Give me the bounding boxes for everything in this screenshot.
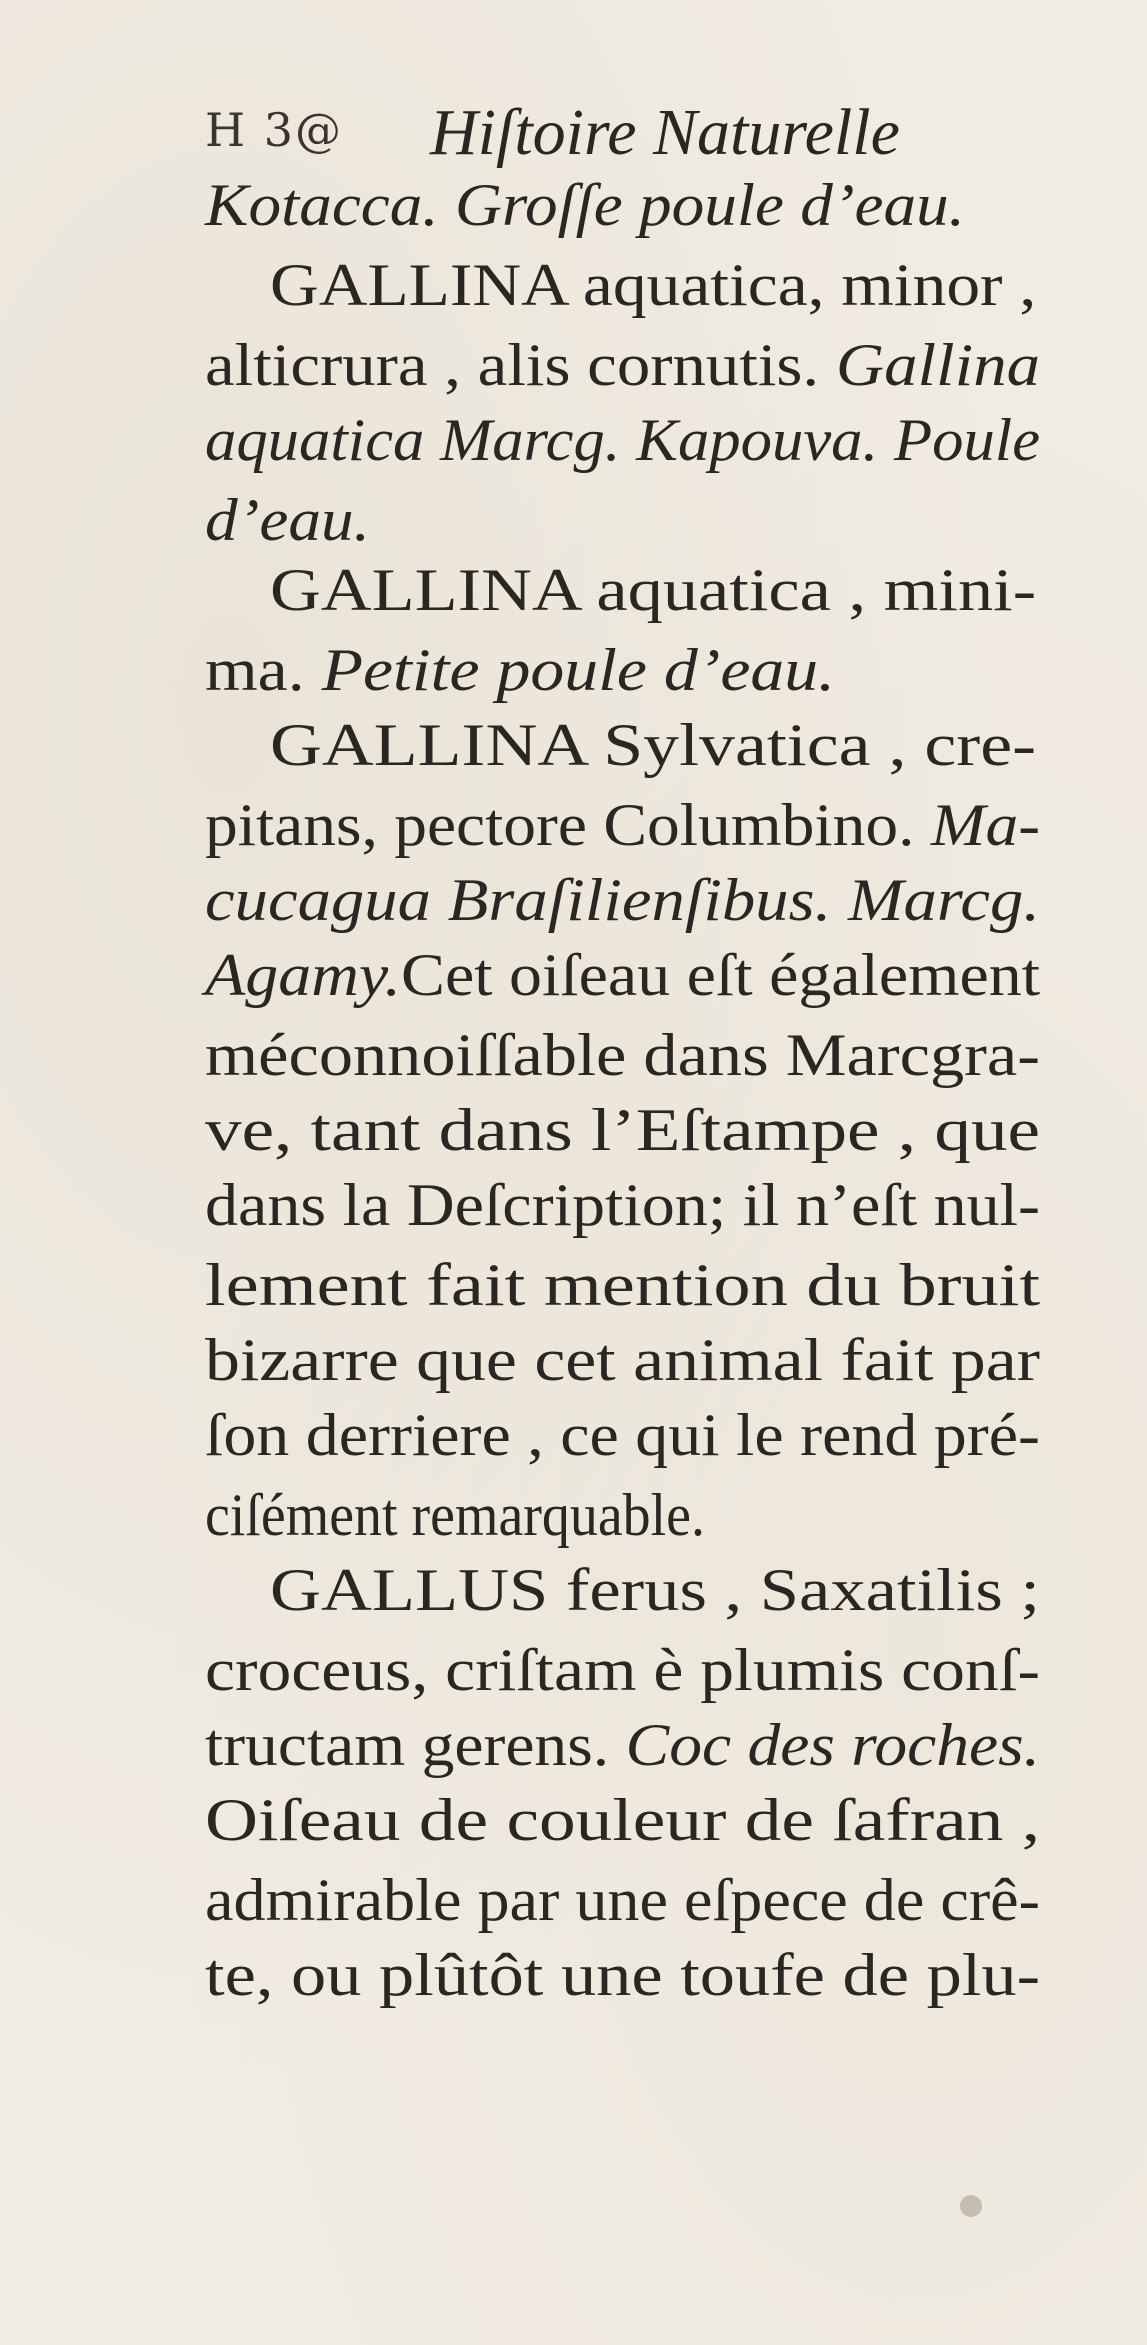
roman-text: ma. [205,637,322,703]
running-title: Hiſtoire Naturelle [430,96,900,169]
italic-text: Coc des roches. [625,1712,1040,1778]
roman-text: dans la Deſcription; il n’eſt nul- [205,1172,1041,1238]
roman-text: GALLINA aquatica, minor , [270,252,1037,318]
text-line [205,1402,1040,1468]
roman-text: GALLINA Sylvatica , cre- [270,712,1037,778]
page-header [205,95,1025,175]
text-line [205,1482,705,1548]
roman-text: bizarre que cet animal fait par [205,1327,1041,1393]
text-line [205,867,1041,933]
text-line [205,1252,1041,1318]
paper-stain [960,2195,982,2217]
roman-text: Oiſeau de couleur de ſafran , [205,1787,1041,1853]
text-line [205,332,1041,398]
text-line [205,637,836,703]
italic-text: cucagua Braſilienſibus. Marcg. [205,867,1041,933]
text-line [205,1942,1041,2008]
page-number: H 3@ [205,103,344,157]
italic-text: Agamy. [205,942,401,1008]
text-line [205,1712,1040,1778]
italic-text: Kotacca. Groſſe poule d’eau. [205,172,965,238]
text-line [205,1022,1041,1088]
roman-text: admirable par une eſpece de crê- [205,1867,1040,1933]
roman-text: pitans, pectore Columbino. [205,792,931,858]
roman-text: ciſément remarquable. [205,1482,705,1548]
text-line [270,252,1037,318]
roman-text: Cet oiſeau eſt également [400,942,1041,1008]
roman-text: tructam gerens. [205,1712,626,1778]
text-line [205,942,1041,1008]
roman-text: lement fait mention du bruit [205,1252,1041,1318]
roman-text: croceus, criſtam è plumis conſ- [205,1637,1040,1703]
italic-text: Ma- [930,792,1041,858]
text-line [205,792,1041,858]
italic-text: d’eau. [205,487,371,553]
roman-text: GALLUS ferus , Saxatilis ; [270,1557,1041,1623]
roman-text: méconnoiſſable dans Marcgra- [205,1022,1041,1088]
italic-text: aquatica Marcg. Kapouva. Poule [205,407,1041,473]
text-line [270,712,1037,778]
roman-text: ve, tant dans l’Eſtampe , que [205,1097,1041,1163]
text-line [205,1172,1041,1238]
text-line [205,1637,1040,1703]
roman-text: ſon derriere , ce qui le rend pré- [205,1402,1040,1468]
roman-text: alticrura , alis cornutis. [205,332,836,398]
roman-text: GALLINA aquatica , mini- [270,557,1037,623]
text-line [205,172,965,238]
text-line [205,487,371,553]
text-line [205,1787,1041,1853]
italic-text: Gallina [835,332,1041,398]
text-line [205,1097,1041,1163]
text-line [270,1557,1041,1623]
text-line [205,1327,1041,1393]
text-line [205,1867,1040,1933]
italic-text: Petite poule d’eau. [321,637,836,703]
text-line [270,557,1037,623]
roman-text: te, ou plûtôt une toufe de plu- [205,1942,1041,2008]
text-line [205,407,1041,473]
